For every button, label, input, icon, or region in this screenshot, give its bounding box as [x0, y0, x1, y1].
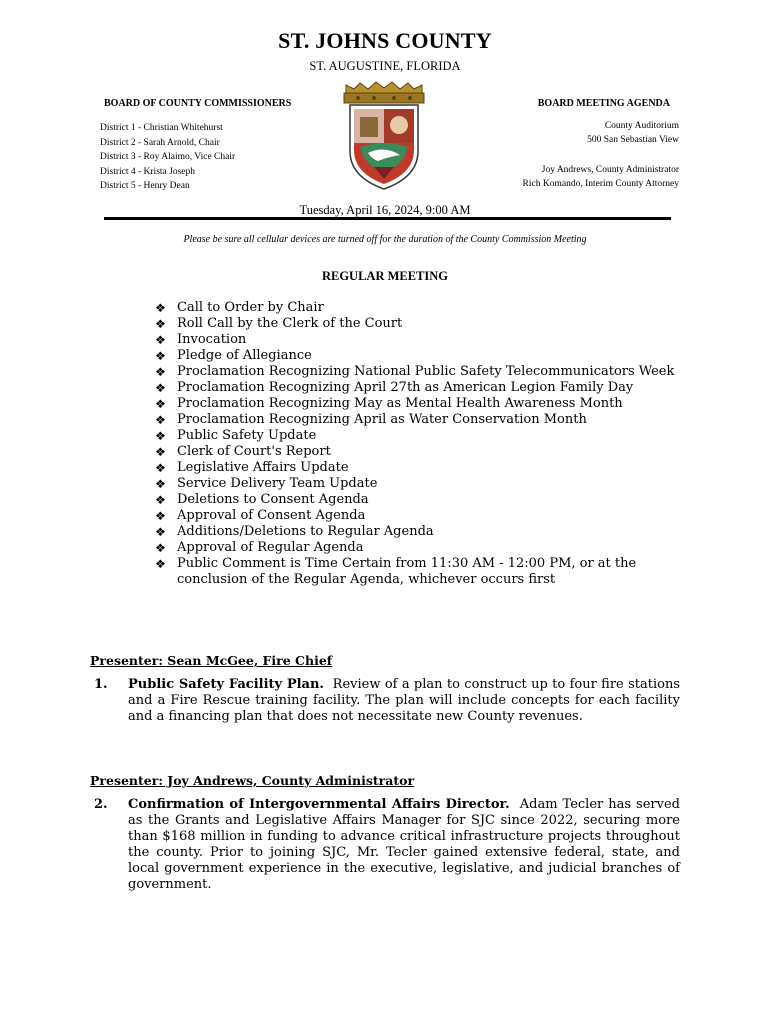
agenda-list-item — [155, 508, 695, 524]
agenda-list-item-text: Proclamation Recognizing National Public Safety Telecommunicators Week — [177, 364, 675, 379]
agenda-list-item-text: Invocation — [177, 332, 247, 347]
agenda-list-item-text: Deletions to Consent Agenda — [177, 492, 369, 507]
presenter-2: Presenter: Joy Andrews, County Administrator — [90, 773, 415, 788]
agenda-list-item-text: Clerk of Court's Report — [177, 444, 331, 459]
agenda-list-item — [155, 348, 695, 364]
agenda-list-item-text: Public Comment is Time Certain from 11:30 AM - 12:00 PM, or at the conclusion of the Regular Agenda, whichever occurs first — [177, 556, 637, 587]
agenda-list-item-text: Legislative Affairs Update — [177, 460, 349, 475]
agenda-list-item-text: Proclamation Recognizing April as Water Conservation Month — [177, 412, 587, 427]
agenda-list-item-text: Service Delivery Team Update — [177, 476, 378, 491]
agenda-list — [155, 300, 695, 588]
agenda-item-title: Confirmation of Intergovernmental Affairs Director. — [128, 797, 510, 812]
agenda-list-item — [155, 412, 695, 428]
agenda-list-item-text: Call to Order by Chair — [177, 300, 324, 315]
bullet-icon: ❖ — [155, 429, 166, 443]
officials-block — [523, 163, 679, 191]
agenda-list-item-text: Proclamation Recognizing April 27th as American Legion Family Day — [177, 380, 634, 395]
commissioner-district-5: District 5 - Henry Dean — [100, 181, 190, 191]
bullet-icon: ❖ — [155, 365, 166, 379]
agenda-list-item — [155, 380, 695, 396]
county-seal-icon — [338, 81, 430, 193]
county-title: ST. JOHNS COUNTY — [278, 28, 492, 53]
regular-meeting-title: REGULAR MEETING — [321, 269, 449, 283]
commissioner-district-4: District 4 - Krista Joseph — [100, 166, 195, 177]
agenda-list-item-text: Proclamation Recognizing May as Mental Health Awareness Month — [177, 396, 623, 411]
agenda-list-item — [155, 332, 695, 348]
meeting-datetime: Tuesday, April 16, 2024, 9:00 AM — [299, 203, 471, 217]
agenda-label: BOARD MEETING AGENDA — [537, 98, 670, 109]
agenda-list-item-text: Additions/Deletions to Regular Agenda — [177, 524, 434, 539]
agenda-list-item — [155, 476, 695, 492]
bullet-icon: ❖ — [155, 493, 166, 507]
agenda-list-item — [155, 492, 695, 508]
bullet-icon: ❖ — [155, 381, 166, 395]
bullet-icon: ❖ — [155, 557, 166, 571]
bullet-icon: ❖ — [155, 333, 166, 347]
bullet-icon: ❖ — [155, 301, 166, 315]
bullet-icon: ❖ — [155, 445, 166, 459]
commissioner-district-3: District 3 - Roy Alaimo, Vice Chair — [100, 152, 236, 162]
bullet-icon: ❖ — [155, 349, 166, 363]
header-divider — [104, 217, 671, 220]
bullet-icon: ❖ — [155, 541, 166, 555]
agenda-list-item — [155, 428, 695, 444]
venue-address: 500 San Sebastian View — [587, 135, 679, 145]
agenda-list-item — [155, 444, 695, 460]
agenda-list-item-text: Approval of Consent Agenda — [177, 508, 366, 523]
commissioner-district-1: District 1 - Christian Whitehurst — [100, 123, 223, 133]
county-administrator: Joy Andrews, County Administrator — [541, 165, 679, 175]
agenda-list-item-text: Roll Call by the Clerk of the Court — [177, 316, 403, 331]
agenda-list-item — [155, 316, 695, 332]
agenda-item-number: 2. — [94, 797, 108, 812]
agenda-list-item — [155, 396, 695, 412]
agenda-list-item — [155, 364, 695, 380]
commissioner-list — [100, 121, 235, 194]
bullet-icon: ❖ — [155, 509, 166, 523]
agenda-list-item — [155, 460, 695, 476]
agenda-item-2 — [90, 797, 680, 893]
county-location: ST. AUGUSTINE, FLORIDA — [309, 59, 461, 73]
bullet-icon: ❖ — [155, 525, 166, 539]
bullet-icon: ❖ — [155, 397, 166, 411]
agenda-list-item-text: Pledge of Allegiance — [177, 348, 312, 363]
agenda-list-item — [155, 556, 695, 588]
bullet-icon: ❖ — [155, 461, 166, 475]
agenda-list-item-text: Approval of Regular Agenda — [177, 540, 364, 555]
agenda-list-item-text: Public Safety Update — [177, 428, 317, 443]
agenda-item-1 — [90, 677, 680, 725]
agenda-list-item — [155, 524, 695, 540]
agenda-list-item — [155, 300, 695, 316]
agenda-item-title: Public Safety Facility Plan. — [128, 677, 324, 692]
bullet-icon: ❖ — [155, 413, 166, 427]
county-attorney: Rich Komando, Interim County Attorney — [522, 179, 679, 189]
commissioner-district-2: District 2 - Sarah Arnold, Chair — [100, 137, 220, 148]
agenda-list-item — [155, 540, 695, 556]
cellphone-notice: Please be sure all cellular devices are turned off for the duration of the County Commission Meeting — [183, 234, 587, 245]
agenda-item-description: Adam Tecler has served as the Grants and Legislative Affairs Manager for SJC since 2022, securing more than $168 million in funding to advance critical infrastructure projects throughout the county. Prior to joining SJC, Mr. Tecler gained extensive federal, state, and local government experience in the executive, legislative, and judicial branches of government. — [128, 797, 680, 892]
agenda-item-number: 1. — [94, 677, 108, 692]
bullet-icon: ❖ — [155, 477, 166, 491]
venue-block — [587, 119, 679, 147]
agenda-item-description: Review of a plan to construct up to four fire stations and a Fire Rescue training facility. The plan will include concepts for each facility and a financing plan that does not necessitate new County revenues. — [128, 677, 680, 724]
venue-name: County Auditorium — [604, 121, 679, 131]
board-label: BOARD OF COUNTY COMMISSIONERS — [104, 98, 292, 109]
presenter-1: Presenter: Sean McGee, Fire Chief — [90, 653, 333, 668]
bullet-icon: ❖ — [155, 317, 166, 331]
